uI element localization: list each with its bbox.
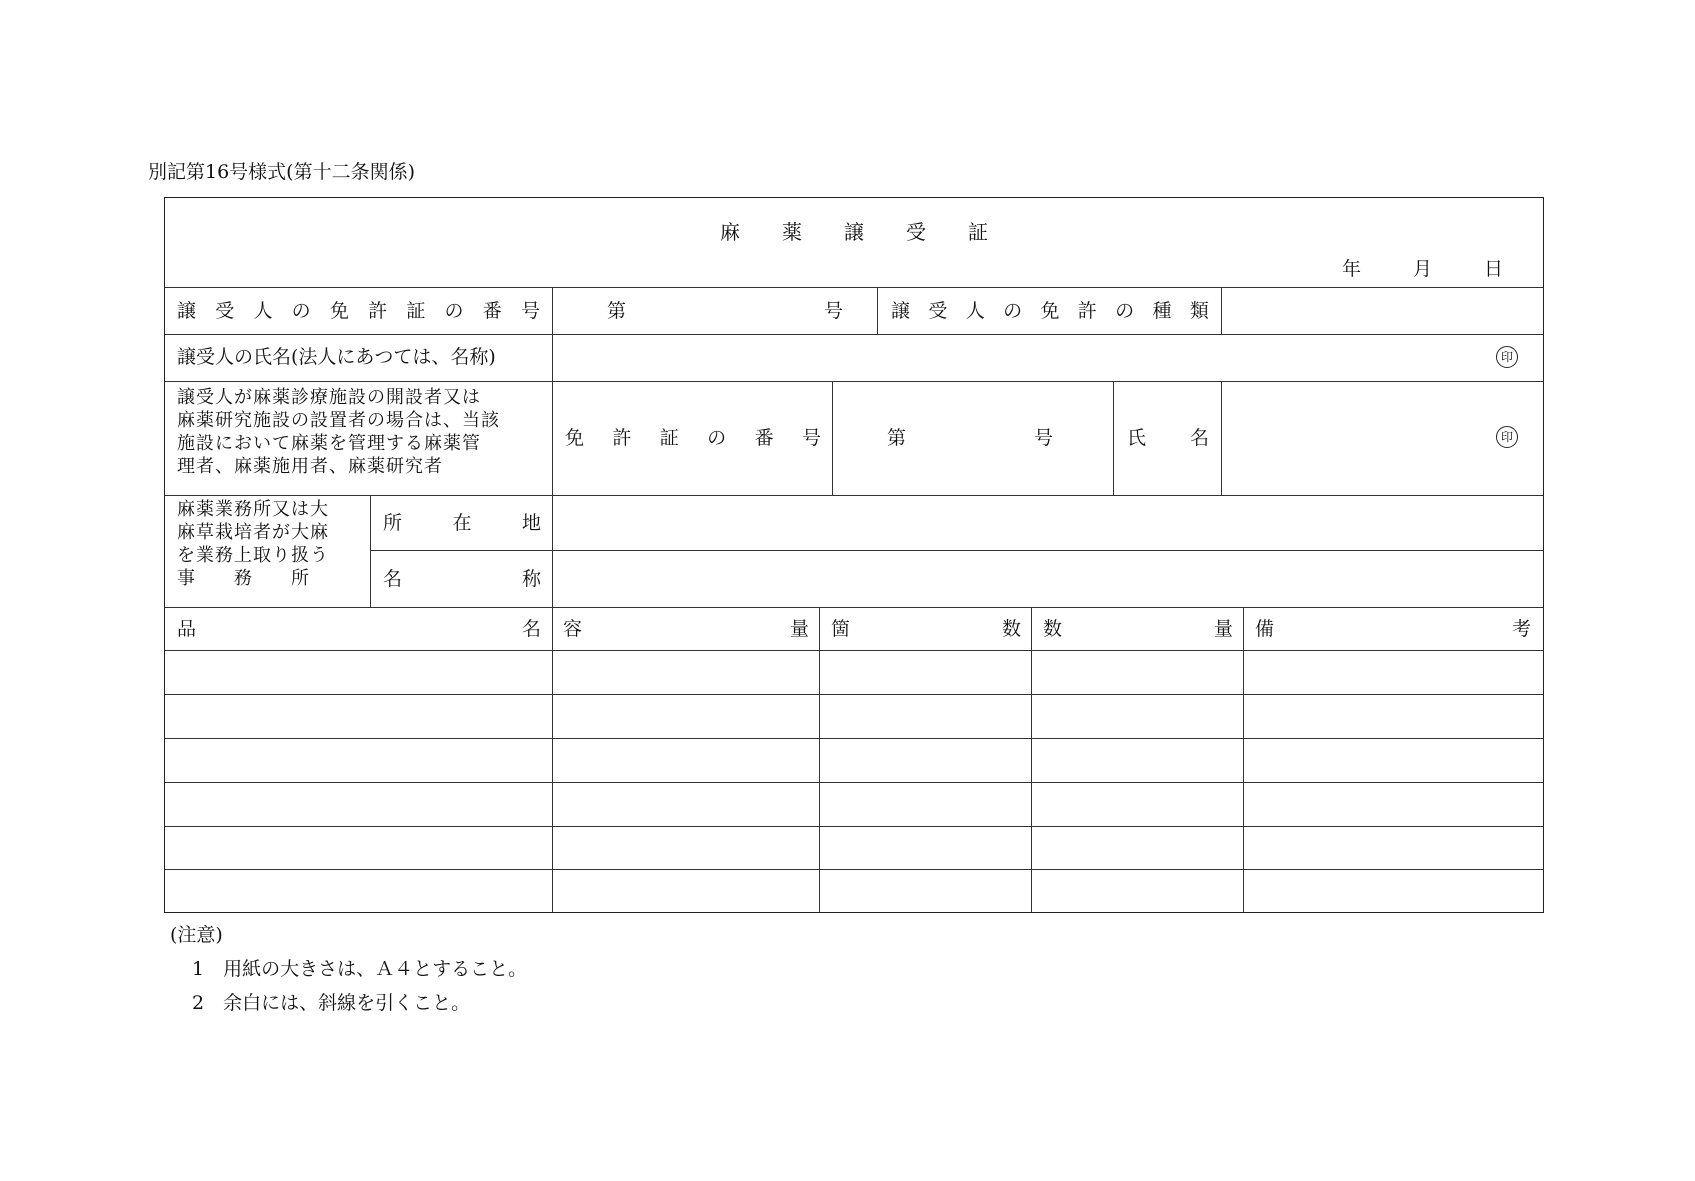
transferee-name-field[interactable] <box>555 334 1543 381</box>
day-label: 日 <box>1483 258 1503 280</box>
form-number-label: 別記第16号様式(第十二条関係) <box>148 161 416 183</box>
office-name-field[interactable] <box>555 550 1543 607</box>
person-name-label: 氏 名 <box>1127 427 1209 449</box>
column-quantity: 数 量 <box>1043 617 1233 640</box>
table-row[interactable] <box>165 826 1543 869</box>
table-row[interactable] <box>165 650 1543 694</box>
license-type-label: 譲 受 人 の 免 許 の 種 類 <box>891 299 1209 322</box>
column-remarks: 備 考 <box>1255 617 1531 640</box>
notes-section <box>170 918 527 1020</box>
month-label: 月 <box>1412 258 1432 280</box>
certificate-number-label: 免 許 証 の 番 号 <box>565 427 821 449</box>
table-row[interactable] <box>165 694 1543 738</box>
date-field[interactable] <box>1342 254 1503 281</box>
license-number-field[interactable]: 第 号 <box>607 299 843 322</box>
table-row[interactable] <box>165 738 1543 782</box>
seal-icon: 印 <box>1496 346 1518 368</box>
seal-icon: 印 <box>1496 426 1518 448</box>
transferee-name-label: 譲受人の氏名(法人にあつては、名称) <box>177 346 496 368</box>
office-name-label: 名 称 <box>383 567 541 590</box>
column-capacity: 容 量 <box>563 617 809 640</box>
note-item: 2 余白には、斜線を引くこと。 <box>192 992 471 1014</box>
person-name-field[interactable] <box>1223 381 1541 495</box>
location-field[interactable] <box>555 495 1543 550</box>
certificate-number-field[interactable]: 第 号 <box>887 427 1053 449</box>
facility-manager-label: 譲受人が麻薬診療施設の開設者又は 麻薬研究施設の設置者の場合は、当該 施設において麻薬を管理する麻薬管 理者、麻薬施用者、麻薬研究者 <box>177 387 500 477</box>
column-item-name: 品 名 <box>177 617 541 640</box>
license-type-field[interactable] <box>1223 287 1541 334</box>
license-number-label: 譲 受 人 の 免 許 証 の 番 号 <box>177 299 540 322</box>
transfer-certificate-form <box>164 197 1544 913</box>
column-count: 箇 数 <box>831 617 1021 640</box>
note-item: 1 用紙の大きさは、Ａ４とすること。 <box>192 958 528 980</box>
notes-heading: (注意) <box>170 924 223 946</box>
table-row[interactable] <box>165 869 1543 912</box>
year-label: 年 <box>1341 258 1361 280</box>
table-row[interactable] <box>165 782 1543 826</box>
office-label: 麻薬業務所又は大 麻草栽培者が大麻 を業務上取り扱う 事 務 所 <box>177 499 329 589</box>
form-title: 麻 薬 譲 受 証 <box>720 220 988 244</box>
location-label: 所 在 地 <box>383 511 541 534</box>
